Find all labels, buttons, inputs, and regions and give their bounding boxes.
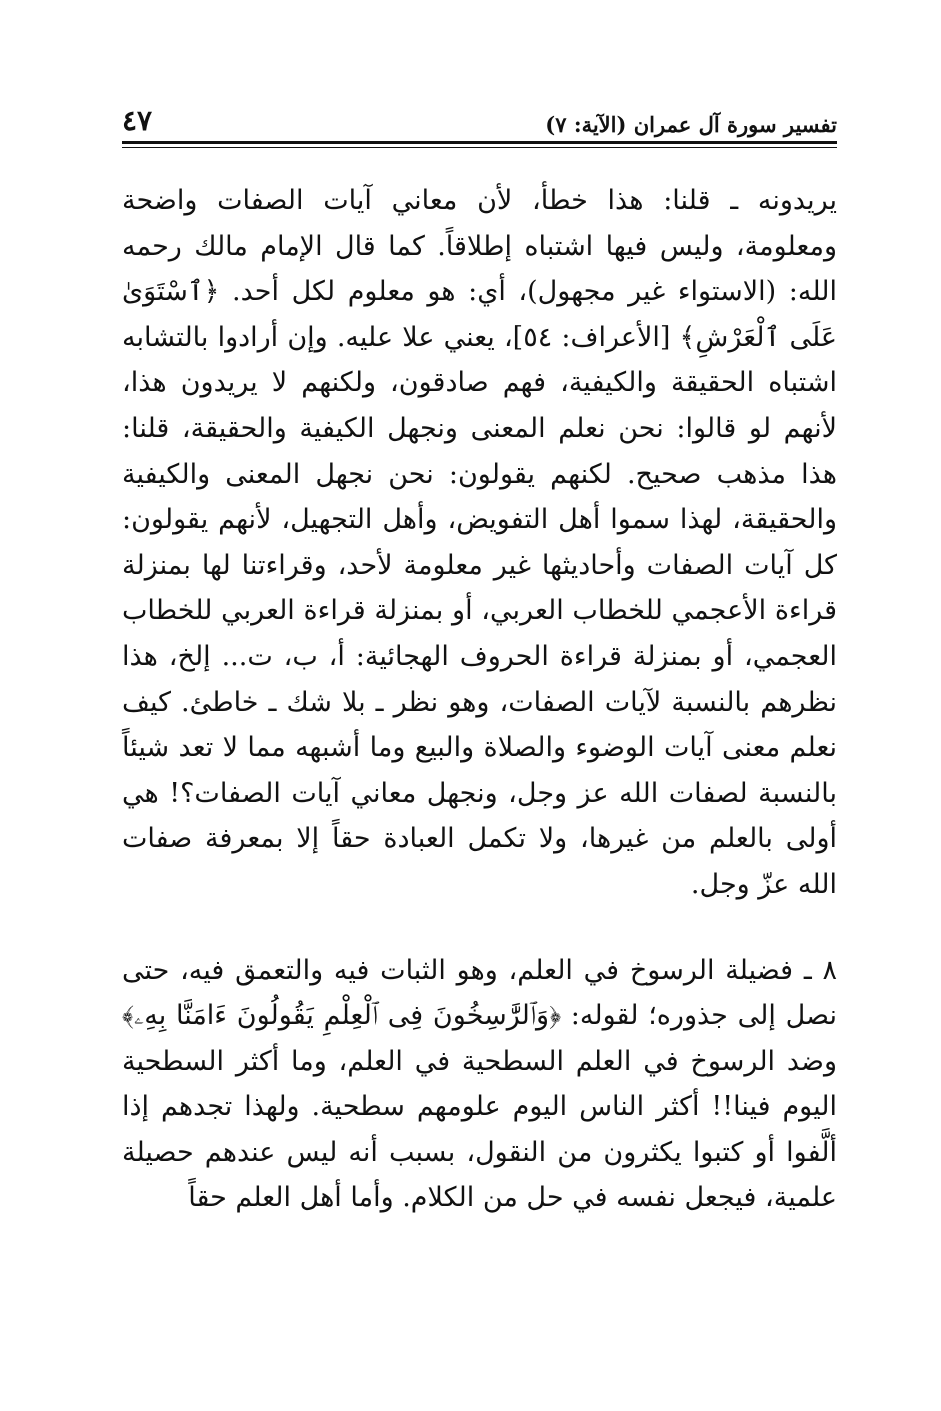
book-page xyxy=(122,95,837,1221)
header-title: تفسير سورة آل عمران (الآية: ٧) xyxy=(545,112,837,137)
header-rule-thick xyxy=(122,141,837,144)
paragraph: يريدونه ـ قلنا: هذا خطأ، لأن معاني آيات الصفات واضحة ومعلومة، وليس فيها اشتباه إطلاقاً. كما قال الإمام مالك رحمه الله: (الاستواء غير مجهول)، أي: هو معلوم لكل أحد. ﴿ٱسْتَوَىٰ عَلَى ٱلْعَرْشِ﴾ [الأعراف: ٥٤]، يعني علا عليه. وإن أرادوا بالتشابه اشتباه الحقيقة والكيفية، فهم صادقون، ولكنهم لا يريدون هذا، لأنهم لو قالوا: نحن نعلم المعنى ونجهل الكيفية والحقيقة، قلنا: هذا مذهب صحيح. لكنهم يقولون: نحن نجهل المعنى والكيفية والحقيقة، لهذا سموا أهل التفويض، وأهل التجهيل، لأنهم يقولون: كل آيات الصفات وأحاديثها غير معلومة لأحد، وقراءتنا لها بمنزلة قراءة الأعجمي للخطاب العربي، أو بمنزلة قراءة العربي للخطاب العجمي، أو بمنزلة قراءة الحروف الهجائية: أ، ب، ت... إلخ، هذا نظرهم بالنسبة لآيات الصفات، وهو نظر ـ بلا شك ـ خاطئ. كيف نعلم معنى آيات الوضوء والصلاة والبيع وما أشبهه مما لا تعد شيئاً بالنسبة لصفات الله عز وجل، ونجهل معاني آيات الصفات؟! هي أولى بالعلم من غيرها، ولا تكمل العبادة حقاً إلا بمعرفة صفات الله عزّ وجل. xyxy=(122,185,837,900)
running-header xyxy=(122,95,837,139)
header-rule-thin xyxy=(122,147,837,148)
page-number: ٤٧ xyxy=(122,104,153,137)
paragraph: ٨ ـ فضيلة الرسوخ في العلم، وهو الثبات فيه والتعمق فيه، حتى نصل إلى جذوره؛ لقوله: ﴿وَٱلرَّٰسِخُونَ فِى ٱلْعِلْمِ يَقُولُونَ ءَامَنَّا بِهِۦ﴾ وضد الرسوخ في العلم السطحية في العلم، وما أكثر السطحية اليوم فينا!! أكثر الناس اليوم علومهم سطحية. ولهذا تجدهم إذا ألَّفوا أو كتبوا يكثرون من النقول، بسبب أنه ليس عندهم حصيلة علمية، فيجعل نفسه في حل من الكلام. وأما أهل العلم حقاً xyxy=(122,954,837,1214)
body-text xyxy=(122,178,837,1221)
